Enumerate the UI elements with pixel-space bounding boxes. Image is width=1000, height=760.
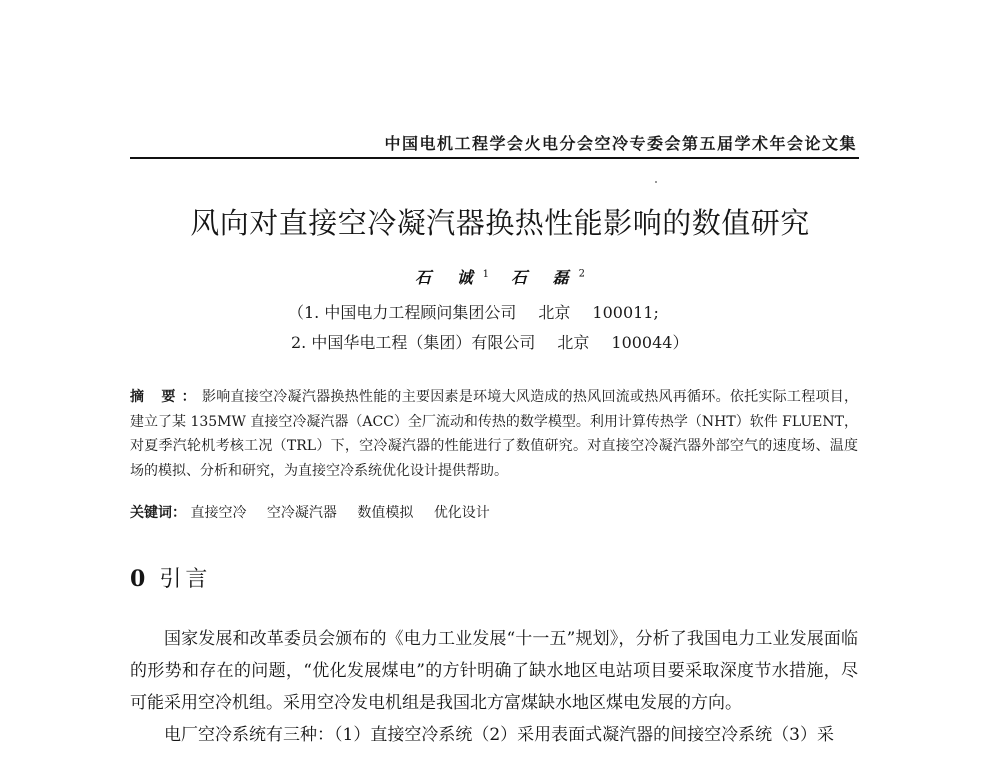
keywords xyxy=(130,502,858,522)
section-heading xyxy=(130,562,211,593)
keyword: 空冷凝汽器 xyxy=(266,505,337,521)
affiliation-2 xyxy=(291,330,688,353)
body-text xyxy=(130,623,858,751)
body-paragraph: 电厂空冷系统有三种：（1）直接空冷系统（2）采用表面式凝汽器的间接空冷系统（3）采 xyxy=(164,725,834,745)
affiliation-prefix: 2. xyxy=(291,333,307,352)
affiliation-city: 北京 xyxy=(557,333,590,352)
affiliation-postcode: 100044） xyxy=(611,333,689,352)
affiliation-prefix: （1. xyxy=(288,303,320,322)
author-name: 石 诚 xyxy=(415,268,483,287)
affiliation-postcode: 100011; xyxy=(592,303,659,322)
abstract xyxy=(130,385,858,483)
scan-speck xyxy=(655,181,657,183)
author-affil-mark: 2 xyxy=(578,268,585,280)
author-line xyxy=(100,265,900,288)
section-title: 引言 xyxy=(159,567,212,592)
keyword: 数值模拟 xyxy=(357,505,414,521)
section-number: 0 xyxy=(130,566,146,592)
header-rule xyxy=(130,157,859,159)
keyword: 优化设计 xyxy=(433,505,490,521)
affiliation-city: 北京 xyxy=(538,303,571,322)
abstract-label: 摘 要： xyxy=(130,389,202,405)
paper-title: 风向对直接空冷凝汽器换热性能影响的数值研究 xyxy=(190,206,810,240)
keyword: 直接空冷 xyxy=(190,505,247,521)
affiliation-org: 中国华电工程（集团）有限公司 xyxy=(311,333,536,352)
author-name: 石 磊 xyxy=(511,268,579,287)
affiliation-1 xyxy=(288,300,659,323)
keywords-label: 关键词： xyxy=(130,505,186,521)
author-affil-mark: 1 xyxy=(482,268,489,280)
affiliation-org: 中国电力工程顾问集团公司 xyxy=(324,303,517,322)
running-header: 中国电机工程学会火电分会空冷专委会第五届学术年会论文集 xyxy=(384,134,857,153)
abstract-text: 影响直接空冷凝汽器换热性能的主要因素是环境大风造成的热风回流或热风再循环。依托实际工程项目，建立了某 135MW 直接空冷凝汽器（ACC）全厂流动和传热的数学模型。利用计算传热学（NHT）软件 FLUENT，对夏季汽轮机考核工况（TRL）下，空冷凝汽器的性能进行了数值研究。对直接空冷凝汽器外部空气的速度场、温度场的模拟、分析和研究，为直接空冷系统优化设计提供帮助。 xyxy=(130,389,859,479)
body-paragraph: 国家发展和改革委员会颁布的《电力工业发展“十一五”规划》，分析了我国电力工业发展面临的形势和存在的问题，“优化发展煤电”的方针明确了缺水地区电站项目要采取深度节水措施，尽可能采用空冷机组。采用空冷发电机组是我国北方富煤缺水地区煤电发展的方向。 xyxy=(130,629,858,713)
